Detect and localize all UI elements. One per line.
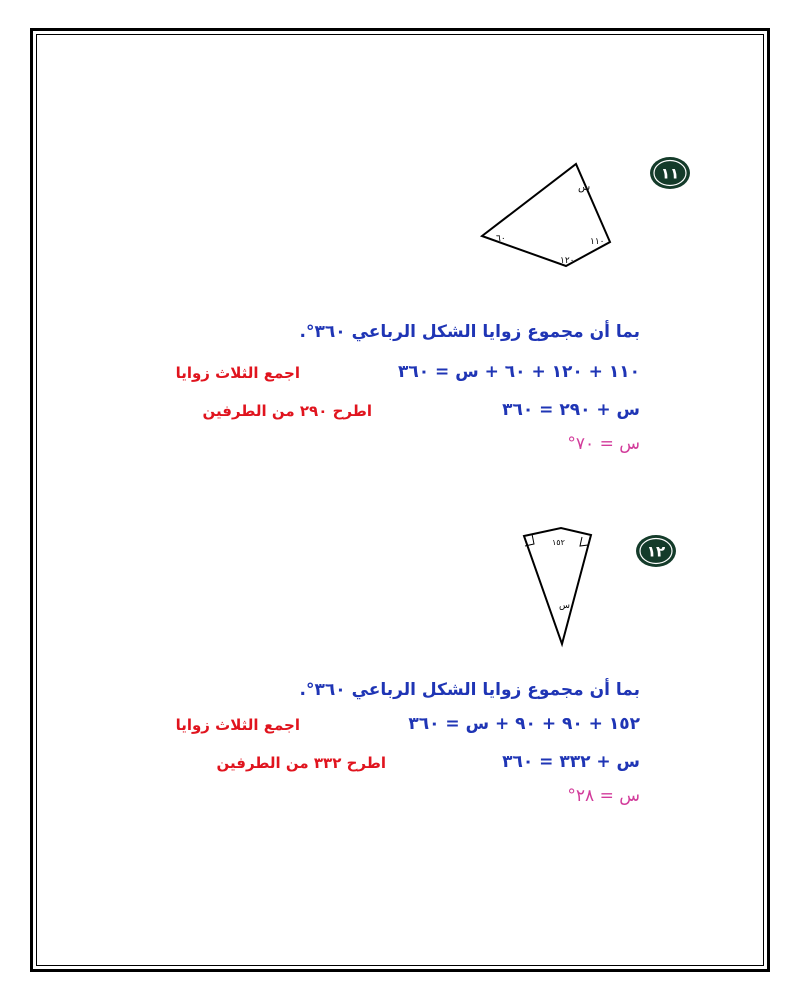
angle-label-60: ٦٠ bbox=[496, 234, 506, 244]
problem-11-number-badge bbox=[648, 154, 692, 192]
problem-11-step2-equation: س + ٢٩٠ = ٣٦٠ bbox=[502, 400, 640, 420]
angle-label-120: ١٢٠ bbox=[560, 256, 575, 266]
problem-12-step1-note: اجمع الثلاث زوايا bbox=[175, 716, 300, 734]
problem-11-step1-equation: ١١٠ + ١٢٠ + ٦٠ + س = ٣٦٠ bbox=[398, 362, 640, 382]
problem-11-quadrilateral bbox=[470, 150, 630, 275]
problem-11-statement: بما أن مجموع زوايا الشكل الرباعي ٣٦٠°. bbox=[299, 322, 640, 342]
problem-12-step1-equation: ١٥٢ + ٩٠ + ٩٠ + س = ٣٦٠ bbox=[408, 714, 640, 734]
problem-12-step2-equation: س + ٣٣٢ = ٣٦٠ bbox=[502, 752, 640, 772]
problem-12-number-badge bbox=[634, 532, 678, 570]
angle-label-110: ١١٠ bbox=[590, 237, 605, 247]
problem-11-answer: س = ٧٠° bbox=[567, 434, 640, 454]
problem-11-number: ١١ bbox=[660, 164, 680, 183]
angle-label-152: ١٥٢ bbox=[552, 538, 565, 547]
angle-label-x: س bbox=[559, 601, 570, 611]
problem-12-statement: بما أن مجموع زوايا الشكل الرباعي ٣٦٠°. bbox=[299, 680, 640, 700]
problem-11-step1-note: اجمع الثلاث زوايا bbox=[175, 364, 300, 382]
problem-12-step2-note: اطرح ٣٣٢ من الطرفين bbox=[216, 754, 386, 772]
problem-12-number: ١٢ bbox=[646, 542, 666, 561]
problem-12-kite bbox=[515, 520, 605, 650]
problem-12-answer: س = ٢٨° bbox=[567, 786, 640, 806]
angle-label-x: س bbox=[578, 182, 591, 193]
problem-11-step2-note: اطرح ٢٩٠ من الطرفين bbox=[202, 402, 372, 420]
